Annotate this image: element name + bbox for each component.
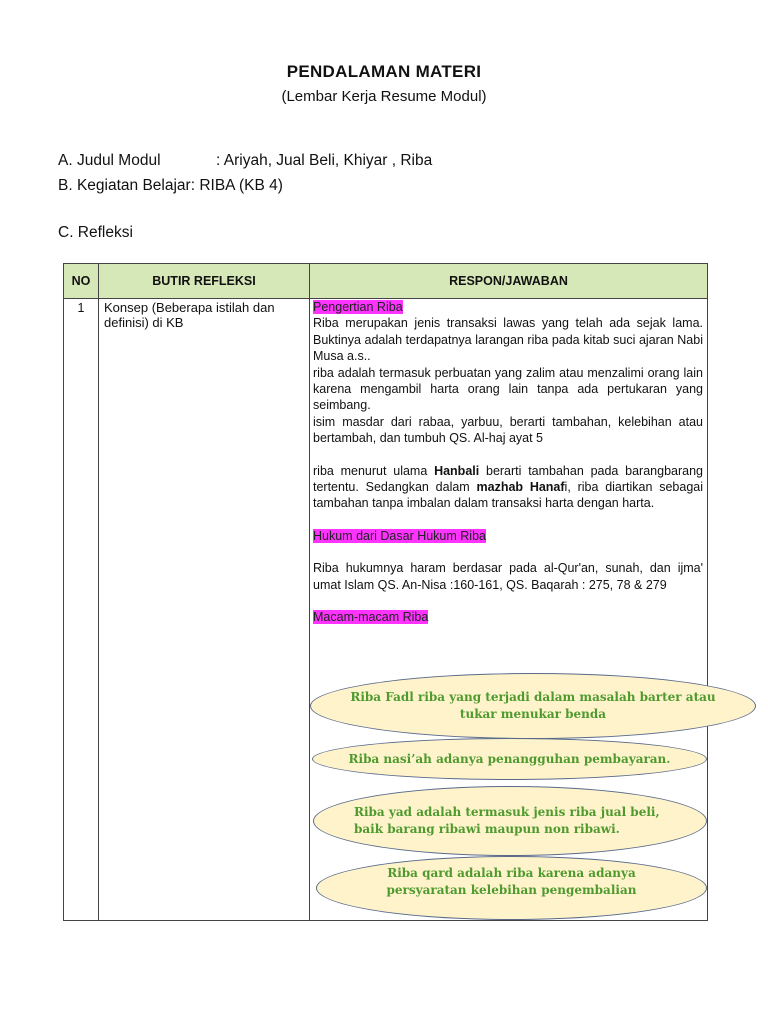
meta-judul-modul [58,152,432,170]
paragraph-ulama: riba menurut ulama Hanbali berarti tambahan pada barangbarang tertentu. Sedangkan dalam mazhab Hanafi, riba diartikan sebagai tambahan tanpa imbalan dalam transaksi harta dengan harta. [313,463,704,511]
row-number: 1 [64,299,99,921]
meta-label: A. Judul Modul [58,152,161,169]
header-butir: BUTIR REFLEKSI [99,264,310,299]
meta-value: : RIBA (KB 4) [190,177,283,194]
heading-hukum-riba: Hukum dari Dasar Hukum Riba [313,528,486,543]
paragraph: Riba hukumnya haram berdasar pada al-Qur'an, sunah, dan ijma' umat Islam QS. An-Nisa :160-161, QS. Baqarah : 275, 78 & 279 [313,561,703,592]
page-title: PENDALAMAN MATERI [286,62,482,81]
term-mazhab-hanafi: mazhab Hanaf [476,480,565,495]
term-hanbali: Hanbali [434,463,480,478]
meta-value: : Ariyah, Jual Beli, Khiyar , Riba [216,152,433,169]
paragraph: Riba merupakan jenis transaksi lawas yang telah ada sejak lama. Buktinya adalah terdapatnya larangan riba pada kitab suci ajaran Nabi Musa a.s.. [313,316,703,364]
section-refleksi: C. Refleksi [58,224,133,241]
heading-pengertian-riba: Pengertian Riba [313,300,403,314]
meta-kegiatan-belajar [58,177,283,195]
meta-label: B. Kegiatan Belajar [58,177,191,194]
paragraph: riba adalah termasuk perbuatan yang zalim atau menzalimi orang lain karena mengambil harta orang lain tanpa ada pertukaran yang seimbang. [313,365,703,413]
header-respon: RESPON/JAWABAN [310,264,708,299]
paragraph: isim masdar dari rabaa, yarbuu, berarti tambahan, kelebihan atau bertambah, dan tumbuh QS. Al-haj ayat 5 [313,414,703,446]
table-header-row [64,264,708,299]
oval-riba-qard: Riba qard adalah riba karena adanya persyaratan kelebihan pengembalian [316,856,707,920]
response-text [310,299,707,626]
oval-riba-nasiah: Riba nasi’ah adanya penangguhan pembayaran. [312,738,707,780]
butir-text: Konsep (Beberapa istilah dan definisi) di KB [99,299,310,921]
heading-macam-riba: Macam-macam Riba [313,610,429,625]
header-no: NO [64,264,99,299]
oval-riba-fadl: Riba Fadl riba yang terjadi dalam masalah barter atau tukar menukar benda [310,673,756,739]
page-subtitle: (Lembar Kerja Resume Modul) [281,88,487,105]
oval-riba-yad: Riba yad adalah termasuk jenis riba jual beli, baik barang ribawi maupun non ribawi. [313,786,707,856]
